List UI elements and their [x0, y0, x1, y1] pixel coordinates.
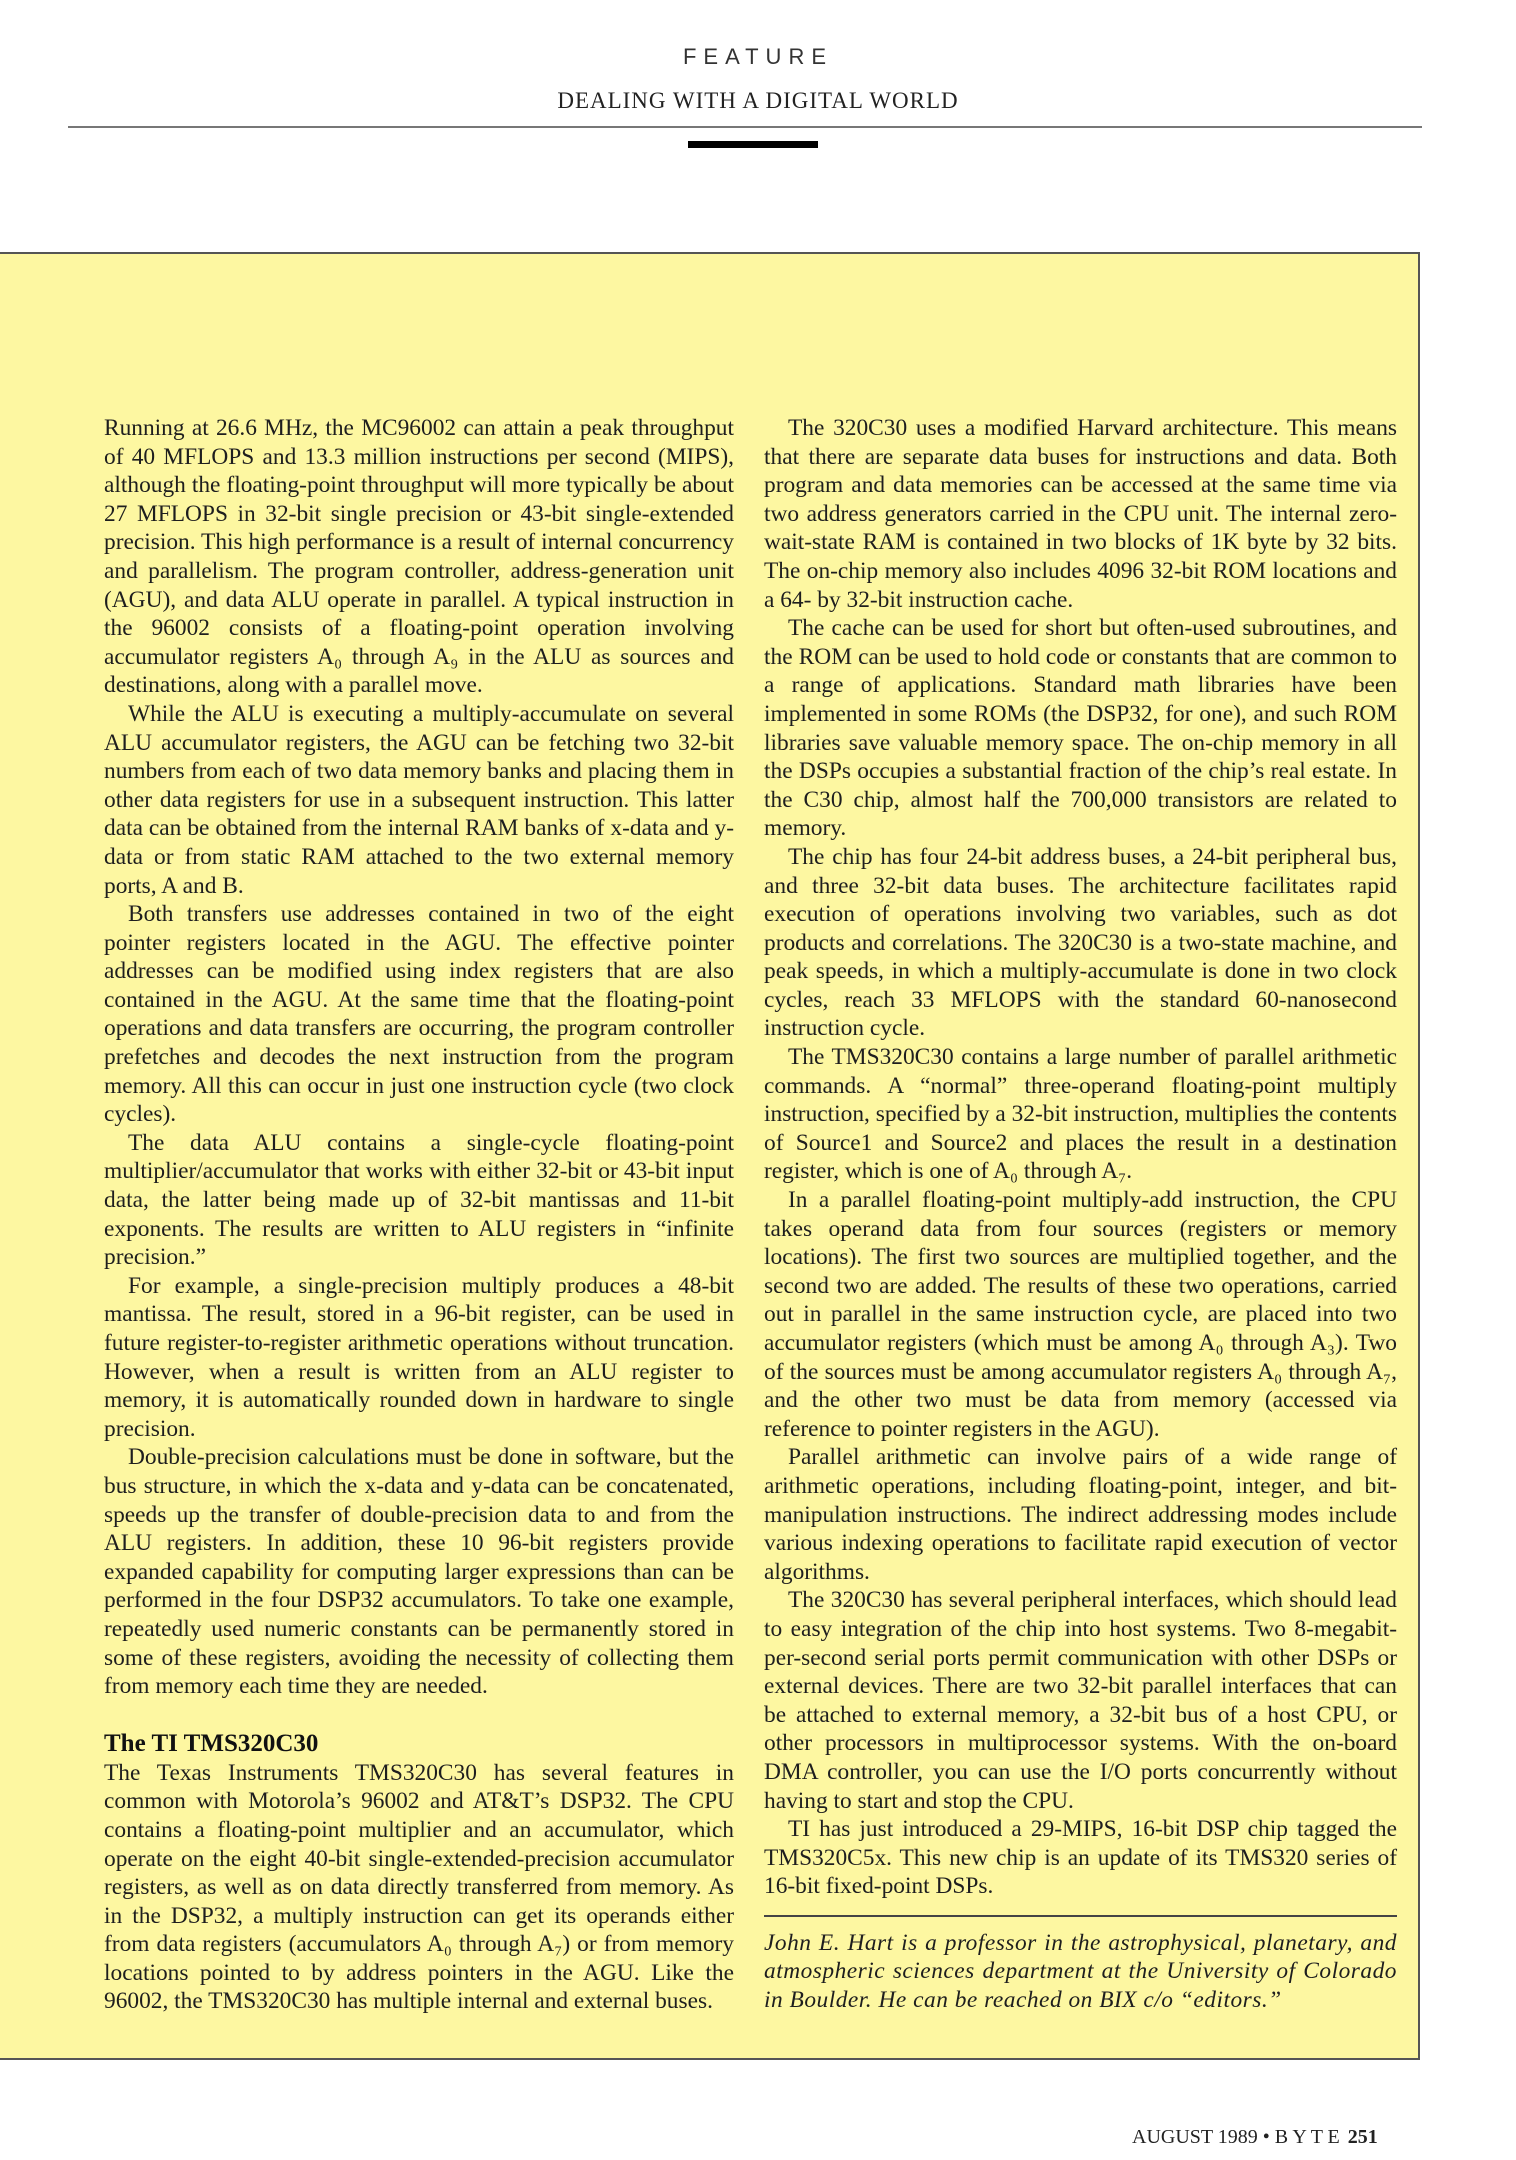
header-accent-bar: [688, 141, 818, 148]
right-column: [764, 414, 1397, 2015]
paragraph: TI has just introduced a 29-MIPS, 16-bit DSP chip tagged the TMS320C5x. This new chip is an update of its TMS320 series of 16-bit fixed-point DSPs.: [764, 1816, 1397, 1900]
paragraph: The data ALU contains a single-cycle floating-point multiplier/accumulator that works with either 32-bit or 43-bit input data, the latter being made up of 32-bit mantissas and 11-bit exponents. The results are written to ALU registers in “infinite precision.”: [104, 1129, 734, 1271]
paragraph: Both transfers use addresses contained in two of the eight pointer registers located in the AGU. The effective pointer addresses can be modified using index registers that are also contained in the AGU. At the same time that the floating-point operations and data transfers are occurring, the program controller prefetches and decodes the next instruction from the program memory. All this can occur in just one instruction cycle (two clock cycles).: [104, 901, 734, 1128]
header-rule: [68, 126, 1422, 128]
left-column: [104, 414, 734, 2016]
page-folio: [1132, 2126, 1378, 2149]
paragraph: In a parallel floating-point multiply-add instruction, the CPU takes operand data from four sources (registers or memory locations). The first two sources are multiplied together, and the second two are added. The results of these two operations, carried out in parallel in the same instruction cycle, are placed into two accumulator registers (which must be among A₀ through A₃). Two of the sources must be among accumulator registers A₀ through A₇, and the other two must be data from memory (accessed via reference to pointer registers in the AGU).: [764, 1187, 1397, 1442]
paragraph: The chip has four 24-bit address buses, a 24-bit peripheral bus, and three 32-bit data buses. The architecture facilitates rapid execution of operations involving two variables, such as dot products and correlations. The 320C30 is a two-state machine, and peak speeds, in which a multiply-accumulate is done in two clock cycles, reach 33 MFLOPS with the standard 60-nanosecond instruction cycle.: [764, 843, 1397, 1042]
paragraph: Running at 26.6 MHz, the MC96002 can attain a peak throughput of 40 MFLOPS and 13.3 million instructions per second (MIPS), although the floating-point throughput will more typically be about 27 MFLOPS in 32-bit single precision or 43-bit single-extended precision. This high performance is a result of internal concurrency and parallelism. The program controller, address-generation unit (AGU), and data ALU operate in parallel. A typical instruction in the 96002 consists of a floating-point operation involving accumulator registers A₀ through A₉ in the ALU as sources and destinations, along with a parallel move.: [104, 415, 734, 699]
author-bio: John E. Hart is a professor in the astrophysical, planetary, and atmospheric sciences department at the University of Colorado in Boulder. He can be reached on BIX c/o “editors.”: [764, 1929, 1397, 2014]
paragraph: While the ALU is executing a multiply-accumulate on several ALU accumulator registers, the AGU can be fetching two 32-bit numbers from each of two data memory banks and placing them in other data registers for use in a subsequent instruction. This latter data can be obtained from the internal RAM banks of x-data and y-data or from static RAM attached to the two external memory ports, A and B.: [104, 700, 734, 899]
page-number: 251: [1347, 2126, 1378, 2148]
paragraph: The TMS320C30 contains a large number of parallel arithmetic commands. A “normal” three-operand floating-point multiply instruction, specified by a 32-bit instruction, multiplies the contents of Source1 and Source2 and places the result in a destination register, which is one of A₀ through A₇.: [764, 1044, 1397, 1185]
paragraph: For example, a single-precision multiply produces a 48-bit mantissa. The result, stored in a 96-bit register, can be used in future register-to-register arithmetic operations without truncation. However, when a result is written from an ALU register to memory, it is automatically rounded down in hardware to single precision.: [104, 1272, 734, 1442]
bio-divider: [764, 1915, 1397, 1917]
paragraph: The 320C30 uses a modified Harvard architecture. This means that there are separate data buses for instructions and data. Both program and data memories can be accessed at the same time via two address generators carried in the CPU unit. The internal zero-wait-state RAM is contained in two blocks of 1K byte by 32 bits. The on-chip memory also includes 4096 32-bit ROM locations and a 64- by 32-bit instruction cache.: [764, 415, 1397, 613]
article-headline: DEALING WITH A DIGITAL WORLD: [557, 88, 959, 113]
section-kicker: FEATURE: [682, 44, 834, 69]
section-subhead: The TI TMS320C30: [104, 1729, 319, 1757]
paragraph: The cache can be used for short but often-used subroutines, and the ROM can be used to hold code or constants that are common to a range of applications. Standard math libraries have been implemented in some ROMs (the DSP32, for one), and such ROM libraries save valuable memory space. The on-chip memory in all the DSPs occupies a substantial fraction of the chip’s real estate. In the C30 chip, almost half the 700,000 transistors are related to memory.: [764, 615, 1397, 842]
paragraph: Double-precision calculations must be done in software, but the bus structure, in which the x-data and y-data can be concatenated, speeds up the transfer of double-precision data to and from the ALU registers. In addition, these 10 96-bit registers provide expanded capability for computing larger expressions than can be performed in the four DSP32 accumulators. To take one example, repeatedly used numeric constants can be permanently stored in some of these registers, avoiding the necessity of collecting them from memory each time they are needed.: [104, 1444, 734, 1700]
paragraph: Parallel arithmetic can involve pairs of a wide range of arithmetic operations, including floating-point, integer, and bit-manipulation instructions. The indirect addressing modes include various indexing operations to facilitate rapid execution of vector algorithms.: [764, 1444, 1397, 1585]
paragraph: The 320C30 has several peripheral interfaces, which should lead to easy integration of the chip into host systems. Two 8-megabit-per-second serial ports permit communication with other DSPs or external devices. There are two 32-bit parallel interfaces that can be attached to external memory, a 32-bit bus of a host CPU, or other processors in multiprocessor systems. With the on-board DMA controller, you can use the I/O ports concurrently without having to start and stop the CPU.: [764, 1587, 1397, 1814]
issue-label: AUGUST 1989 • B Y T E: [1132, 2126, 1340, 2148]
paragraph: The Texas Instruments TMS320C30 has several features in common with Motorola’s 96002 and AT&T’s DSP32. The CPU contains a floating-point multiplier and an accumulator, which operate on the eight 40-bit single-extended-precision accumulator registers, as well as on data directly transferred from memory. As in the DSP32, a multiply instruction can get its operands either from data registers (accumulators A₀ through A₇) or from memory locations pointed to by address pointers in the AGU. Like the 96002, the TMS320C30 has multiple internal and external buses.: [104, 1759, 734, 2015]
